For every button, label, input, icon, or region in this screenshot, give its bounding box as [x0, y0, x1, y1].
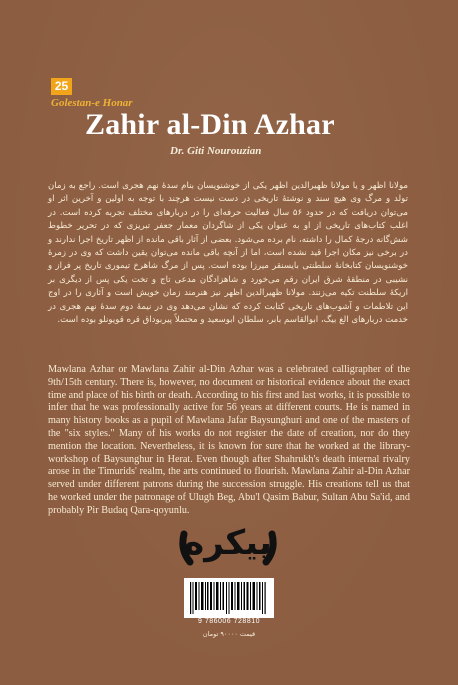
- english-summary: Mawlana Azhar or Mawlana Zahir al-Din Azhar was a celebrated calligrapher of the 9th/15th century. There is, however, no document or historical evidence about the exact time and place of his birth or death. According to his first and last works, it is possible to infer that he was professionally active for 56 years at different courts. He is named in many history books as a pupil of Mawlana Jafar Baysunghuri and one of the masters of the "six styles." Many of his works do not register the date of creation, nor do they mention the location. Nevertheless, it is known for sure that he worked at the library-workshop of Baysunghur in Herat. Even though after Shahrukh's death internal rivalry arose in the Timurids' realm, the arts continued to flourish. Mawlana Zahir al-Din Azhar served under different patrons during the succession struggle. His creations tell us that he worked under the patronage of Ulugh Beg, Abu'l Qasim Babur, Sultan Abu Sa'id, and probably Pir Budaq Qara-qoyunlu.: [48, 364, 410, 516]
- series-name: Golestan-e Honar: [51, 97, 133, 109]
- publisher-logo: [178, 510, 278, 576]
- book-title: Zahir al-Din Azhar: [85, 108, 335, 141]
- persian-summary: مولانا اظهر و یا مولانا ظهیرالدین اظهر یکی از خوشنویسان بنام سدهٔ نهم هجری است. راجع به زمان تولد و مرگ وی هیچ سند و نوشتهٔ تاریخی در دست نیست هرچند با توجه به اولین و آخرین اثر او می‌توان دریافت که در حدود ۵۶ سال فعالیت حرفه‌ای را در دربارهای مختلف تجربه کرده است. در اغلب کتاب‌های تاریخی از او به عنوان یکی از شاگردان معمار جعفر تبریزی که در تحریر خطوط شش‌گانه درجهٔ کمال را داشته، نام برده می‌شود. بعضی از آثار باقی مانده از اظهر تاریخ اجرا ندارند و در برخی نیز مکان اجرا قید نشده است، اما از آنچه باقی مانده می‌توان یقین داشت که وی در زمرهٔ خوشنویسان کتابخانهٔ سلطنتی بایسنقر میرزا بوده است. پس از مرگ شاهرخ تیموری تاریخ پر فراز و نشیبی در منطقهٔ شرق ایران رقم می‌خورد و شاهزادگان مدعی تاج و تخت یکی پس از دیگری بر اریکهٔ سلطنت تکیه می‌زنند. مولانا ظهیرالدین اظهر نیز هنرمند زمان خویش است و آثاری را در اوج این تلاطمات و آشوب‌های تاریخی کتابت کرده که نشان می‌دهد وی در نیمهٔ دوم سدهٔ نهم هجری در خدمت دربارهای الغ بیگ، ابوالقاسم بابر، سلطان ابوسعید و محتملاً پیربوداق قره قویونلو بوده است.: [48, 181, 409, 326]
- publisher-logo-text: پیکره: [184, 523, 272, 563]
- author-name: Dr. Giti Nourouzian: [170, 145, 262, 157]
- issue-number-badge: 25: [51, 78, 72, 95]
- price-label: قیمت ۹۰۰۰۰ تومان: [202, 630, 256, 638]
- isbn-barcode: [184, 578, 274, 618]
- barcode-number: 9 786006 728810: [198, 618, 260, 625]
